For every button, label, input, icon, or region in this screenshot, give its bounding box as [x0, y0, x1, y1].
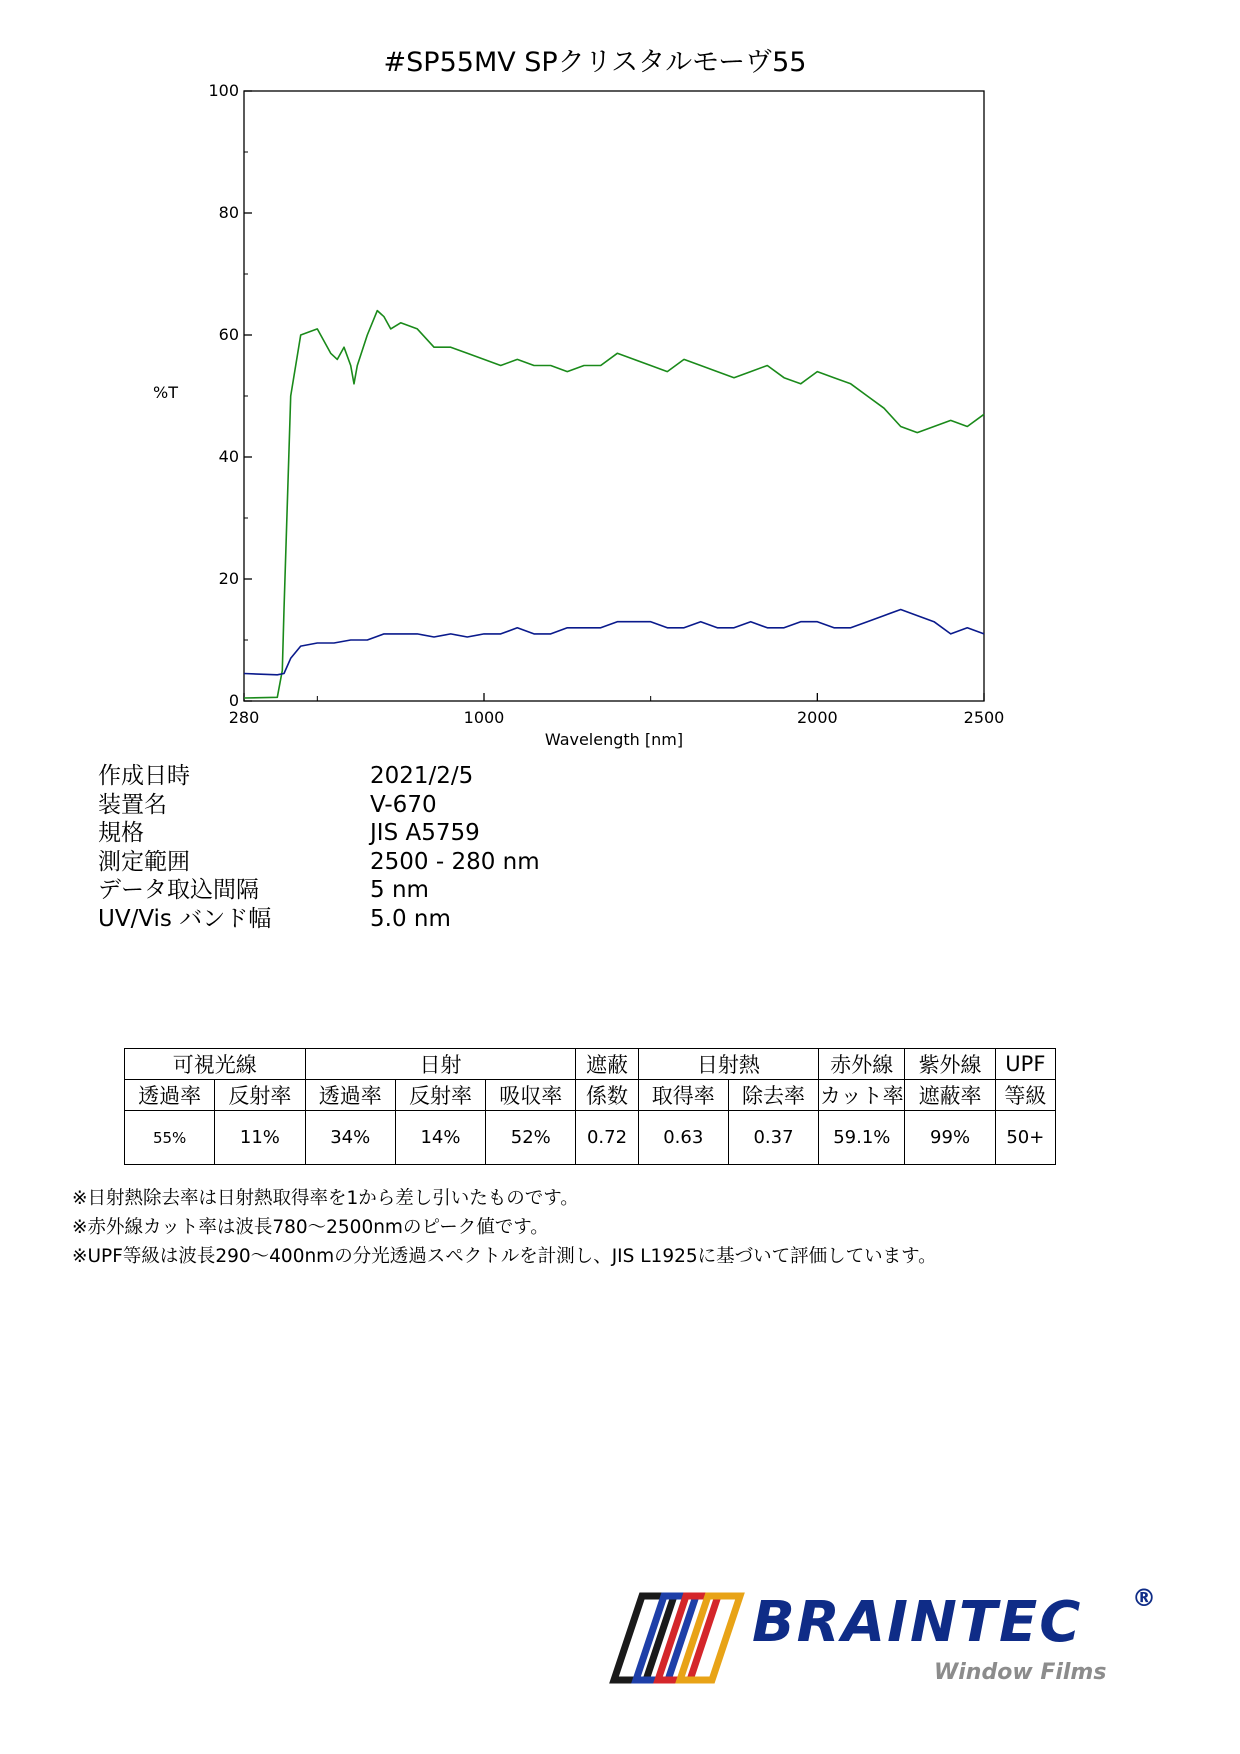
table-sub-row: [125, 1080, 1056, 1111]
info-key: UV/Vis バンド幅: [98, 905, 272, 932]
footnote: ※赤外線カット率は波長780～2500nmのピーク値です。: [72, 1217, 549, 1238]
x-tick-label: 2000: [796, 708, 838, 727]
info-value: 5 nm: [370, 877, 429, 903]
y-tick-label: 60: [218, 325, 239, 344]
group-header: 日射: [305, 1049, 576, 1080]
sub-header: 係数: [576, 1080, 638, 1111]
sub-header: カット率: [819, 1080, 905, 1111]
y-tick-label: 80: [218, 203, 239, 222]
table-group-row: [125, 1049, 1056, 1080]
info-key: 規格: [98, 820, 144, 846]
table-cell: 14%: [395, 1111, 485, 1165]
y-tick-label: 0: [228, 691, 239, 710]
info-key: データ取込間隔: [98, 877, 259, 903]
table-cell: 34%: [305, 1111, 395, 1165]
registered-mark: ®: [1132, 1584, 1156, 1612]
y-tick-label: 100: [208, 81, 239, 100]
y-axis-label: %T: [153, 383, 178, 402]
group-header: 紫外線: [905, 1049, 995, 1080]
brand-subtitle: Window Films: [934, 1660, 1107, 1685]
group-header: 日射熱: [638, 1049, 819, 1080]
table-cell: 99%: [905, 1111, 995, 1165]
info-value: 2021/2/5: [370, 763, 474, 789]
transmittance-chart: [153, 80, 1020, 760]
table-cell: 11%: [215, 1111, 305, 1165]
table-cell: 0.72: [576, 1111, 638, 1165]
group-header: 赤外線: [819, 1049, 905, 1080]
footnote: ※日射熱除去率は日射熱取得率を1から差し引いたものです。: [72, 1188, 579, 1209]
x-axis-label: Wavelength [nm]: [544, 730, 684, 749]
sub-header: 反射率: [395, 1080, 485, 1111]
group-header: 遮蔽: [576, 1049, 638, 1080]
info-value: JIS A5759: [370, 820, 480, 846]
performance-table: [124, 1048, 1056, 1165]
group-header: 可視光線: [125, 1049, 306, 1080]
info-key: 測定範囲: [98, 848, 190, 875]
brand-name: BRAINTEC: [752, 1590, 1083, 1655]
y-axis: [208, 81, 252, 710]
braintec-logo: [612, 1582, 1172, 1712]
table-cell: 0.37: [728, 1111, 818, 1165]
table-cell: 52%: [486, 1111, 576, 1165]
sub-header: 遮蔽率: [905, 1080, 995, 1111]
table-cell: 0.63: [638, 1111, 728, 1165]
sub-header: 等級: [995, 1080, 1055, 1111]
info-key: 作成日時: [98, 763, 190, 789]
series-line-2: [244, 610, 984, 675]
table-value-row: [125, 1111, 1056, 1165]
logo-mark-icon: [612, 1588, 752, 1688]
table-cell: 59.1%: [819, 1111, 905, 1165]
sub-header: 透過率: [305, 1080, 395, 1111]
info-value: V-670: [370, 791, 437, 818]
footnotes: [72, 1184, 937, 1271]
footnote: ※UPF等級は波長290～400nmの分光透過スペクトルを計測し、JIS L1925に基づいて評価しています。: [72, 1246, 937, 1267]
x-tick-label: 280: [228, 708, 260, 727]
y-tick-label: 40: [218, 447, 239, 466]
info-key: 装置名: [98, 791, 167, 818]
sub-header: 吸収率: [486, 1080, 576, 1111]
sub-header: 除去率: [728, 1080, 818, 1111]
chart-title: #SP55MV SPクリスタルモーヴ55: [383, 47, 807, 78]
info-value: 2500 - 280 nm: [370, 848, 540, 875]
table-cell: 50+: [995, 1111, 1055, 1165]
group-header: UPF: [995, 1049, 1055, 1080]
sub-header: 取得率: [638, 1080, 728, 1111]
table-cell: 55%: [125, 1111, 215, 1165]
plot-frame: [244, 91, 984, 701]
x-tick-label: 1000: [463, 708, 505, 727]
x-tick-label: 2500: [963, 708, 1005, 727]
info-value: 5.0 nm: [370, 905, 451, 932]
y-tick-label: 20: [218, 569, 239, 588]
x-axis: [229, 693, 1005, 727]
sub-header: 透過率: [125, 1080, 215, 1111]
sub-header: 反射率: [215, 1080, 305, 1111]
